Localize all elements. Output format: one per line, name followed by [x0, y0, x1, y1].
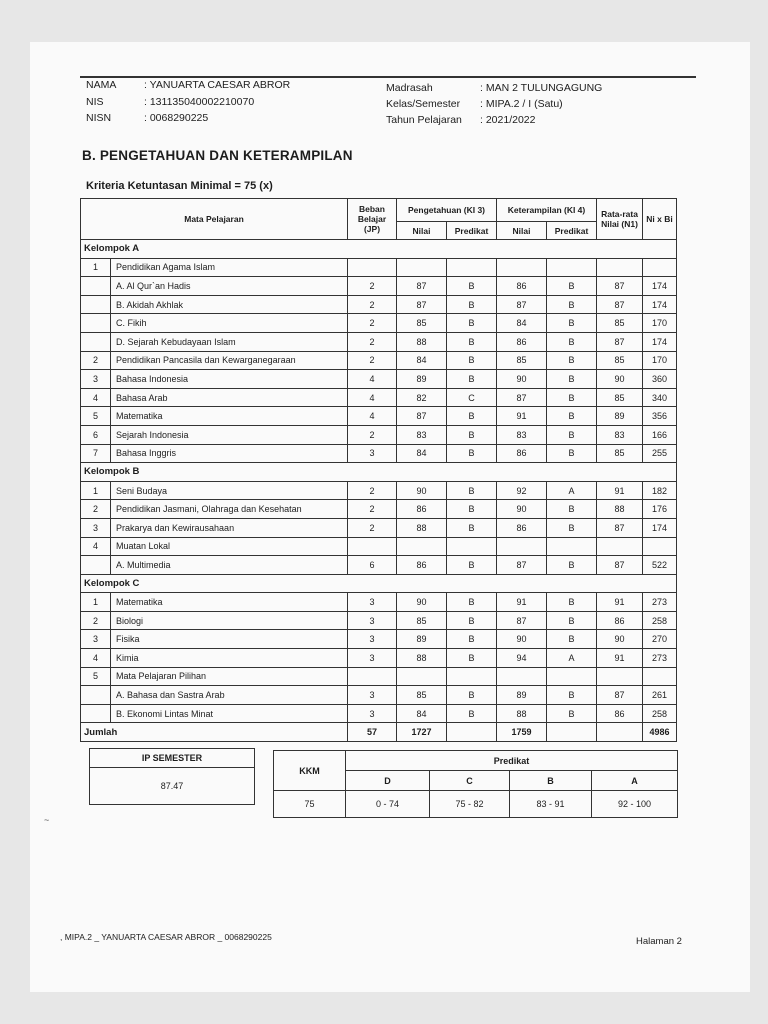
cell-k-nilai: 86: [497, 277, 547, 296]
tahun-row: [386, 114, 535, 126]
cell-k-pred: [547, 667, 597, 686]
total-row: [81, 723, 677, 742]
cell-jp: 3: [348, 593, 397, 612]
cell-p-nilai: 90: [397, 593, 447, 612]
madrasah-value: : MAN 2 TULUNGAGUNG: [480, 82, 603, 94]
subject-name: Matematika: [111, 593, 348, 612]
cell-jp: 2: [348, 277, 397, 296]
cell-p-pred: B: [447, 518, 497, 537]
cell-k-nilai: 91: [497, 407, 547, 426]
cell-p-pred: B: [447, 686, 497, 705]
nisn-label: NISN: [86, 112, 112, 124]
cell-nixbi: 182: [643, 481, 677, 500]
total-k-pred: [547, 723, 597, 742]
cell-p-nilai: 86: [397, 500, 447, 519]
cell-rata: 85: [597, 388, 643, 407]
kelas-value: : MIPA.2 / I (Satu): [480, 98, 563, 110]
cell-rata: 88: [597, 500, 643, 519]
subject-name: Fisika: [111, 630, 348, 649]
subject-number: 5: [81, 407, 111, 426]
cell-p-nilai: 84: [397, 444, 447, 463]
cell-p-nilai: 83: [397, 425, 447, 444]
grade-d: D: [346, 771, 430, 791]
ip-semester-table: [89, 748, 255, 805]
cell-rata: [597, 258, 643, 277]
cell-k-pred: B: [547, 686, 597, 705]
cell-k-pred: B: [547, 704, 597, 723]
nisn-value: : 0068290225: [144, 112, 209, 124]
cell-jp: 4: [348, 388, 397, 407]
cell-p-nilai: 90: [397, 481, 447, 500]
grades-table: [80, 198, 677, 742]
cell-k-pred: B: [547, 388, 597, 407]
subject-name: A. Multimedia: [111, 556, 348, 575]
cell-jp: 2: [348, 351, 397, 370]
cell-k-nilai: 86: [497, 332, 547, 351]
ip-value: 87.47: [90, 768, 255, 805]
cell-k-nilai: [497, 258, 547, 277]
cell-jp: 3: [348, 444, 397, 463]
cell-k-pred: B: [547, 407, 597, 426]
subject-number: 2: [81, 500, 111, 519]
cell-p-pred: [447, 667, 497, 686]
cell-k-nilai: 91: [497, 593, 547, 612]
total-rata: [597, 723, 643, 742]
cell-jp: 4: [348, 370, 397, 389]
cell-p-nilai: 84: [397, 351, 447, 370]
cell-p-pred: B: [447, 556, 497, 575]
cell-p-pred: B: [447, 277, 497, 296]
range-b: 83 - 91: [510, 791, 592, 818]
cell-k-pred: B: [547, 314, 597, 333]
cell-p-nilai: 85: [397, 611, 447, 630]
cell-p-nilai: 88: [397, 649, 447, 668]
cell-nixbi: [643, 258, 677, 277]
group-label: Kelompok B: [81, 463, 677, 482]
cell-nixbi: 273: [643, 649, 677, 668]
cell-p-pred: B: [447, 314, 497, 333]
subject-name: Matematika: [111, 407, 348, 426]
cell-k-nilai: 92: [497, 481, 547, 500]
subject-number: 1: [81, 258, 111, 277]
kelas-row: [386, 98, 563, 110]
cell-k-nilai: 90: [497, 370, 547, 389]
cell-rata: 87: [597, 556, 643, 575]
subject-name: Muatan Lokal: [111, 537, 348, 556]
subject-row: [81, 425, 677, 444]
cell-k-pred: B: [547, 500, 597, 519]
subject-row: [81, 704, 677, 723]
subject-number: 2: [81, 351, 111, 370]
group-label: Kelompok A: [81, 240, 677, 259]
cell-p-nilai: 86: [397, 556, 447, 575]
nama-row: [86, 79, 290, 91]
grade-b: B: [510, 771, 592, 791]
cell-jp: [348, 258, 397, 277]
header-rata: Rata-rata Nilai (N1): [597, 199, 643, 240]
cell-k-pred: B: [547, 611, 597, 630]
subject-name: Prakarya dan Kewirausahaan: [111, 518, 348, 537]
kelas-label: Kelas/Semester: [386, 98, 461, 110]
subject-name: Pendidikan Pancasila dan Kewarganegaraan: [111, 351, 348, 370]
cell-jp: [348, 667, 397, 686]
subject-row: [81, 649, 677, 668]
cell-p-pred: B: [447, 611, 497, 630]
subject-name: Biologi: [111, 611, 348, 630]
header-beban: Beban Belajar (JP): [348, 199, 397, 240]
subject-name: C. Fikih: [111, 314, 348, 333]
cell-rata: 85: [597, 351, 643, 370]
subject-row: [81, 277, 677, 296]
cell-p-pred: B: [447, 370, 497, 389]
cell-jp: 2: [348, 481, 397, 500]
header-p-nilai: Nilai: [397, 222, 447, 240]
group-row: [81, 463, 677, 482]
group-row: [81, 574, 677, 593]
cell-rata: 83: [597, 425, 643, 444]
cell-nixbi: 261: [643, 686, 677, 705]
madrasah-label: Madrasah: [386, 82, 433, 94]
nis-value: : 131135040002210070: [144, 96, 255, 108]
subject-number: [81, 314, 111, 333]
cell-nixbi: 273: [643, 593, 677, 612]
cell-k-nilai: 88: [497, 704, 547, 723]
predikat-label: Predikat: [346, 751, 678, 771]
cell-p-nilai: 85: [397, 314, 447, 333]
header-mapel: Mata Pelajaran: [81, 199, 348, 240]
subject-number: [81, 556, 111, 575]
cell-rata: 86: [597, 611, 643, 630]
subject-row: [81, 500, 677, 519]
cell-jp: 3: [348, 611, 397, 630]
subject-row: [81, 556, 677, 575]
cell-k-nilai: 87: [497, 556, 547, 575]
cell-k-nilai: 87: [497, 611, 547, 630]
cell-rata: 86: [597, 704, 643, 723]
cell-rata: 87: [597, 295, 643, 314]
cell-p-pred: B: [447, 649, 497, 668]
cell-k-pred: B: [547, 277, 597, 296]
nis-label: NIS: [86, 96, 104, 108]
cell-jp: 2: [348, 500, 397, 519]
cell-p-pred: B: [447, 351, 497, 370]
subject-number: 4: [81, 537, 111, 556]
cell-rata: 85: [597, 444, 643, 463]
cell-jp: 2: [348, 518, 397, 537]
cell-nixbi: 174: [643, 332, 677, 351]
cell-p-pred: B: [447, 704, 497, 723]
subject-name: Pendidikan Jasmani, Olahraga dan Kesehatan: [111, 500, 348, 519]
subject-number: 3: [81, 630, 111, 649]
total-p-pred: [447, 723, 497, 742]
subject-number: 4: [81, 388, 111, 407]
subject-number: 3: [81, 518, 111, 537]
cell-p-pred: B: [447, 332, 497, 351]
cell-nixbi: 360: [643, 370, 677, 389]
cell-nixbi: 258: [643, 704, 677, 723]
subject-row: [81, 314, 677, 333]
cell-jp: 2: [348, 295, 397, 314]
cell-k-nilai: 90: [497, 500, 547, 519]
nama-value: : YANUARTA CAESAR ABROR: [144, 79, 291, 91]
cell-p-nilai: [397, 258, 447, 277]
subject-row: [81, 295, 677, 314]
stray-mark: ~: [44, 815, 50, 825]
cell-nixbi: [643, 537, 677, 556]
grade-a: A: [592, 771, 678, 791]
grades-body: [81, 240, 677, 723]
cell-nixbi: 270: [643, 630, 677, 649]
kkm-title: Kriteria Ketuntasan Minimal = 75 (x): [86, 180, 273, 192]
cell-nixbi: 170: [643, 314, 677, 333]
cell-p-pred: B: [447, 500, 497, 519]
cell-k-pred: B: [547, 444, 597, 463]
cell-k-nilai: 90: [497, 630, 547, 649]
footer-student: , MIPA.2 _ YANUARTA CAESAR ABROR _ 0068290225: [60, 932, 272, 942]
subject-name: Kimia: [111, 649, 348, 668]
cell-p-pred: B: [447, 425, 497, 444]
cell-k-nilai: 85: [497, 351, 547, 370]
cell-k-pred: A: [547, 649, 597, 668]
cell-nixbi: 356: [643, 407, 677, 426]
cell-k-nilai: [497, 537, 547, 556]
subject-row: [81, 407, 677, 426]
subject-name: D. Sejarah Kebudayaan Islam: [111, 332, 348, 351]
cell-k-pred: [547, 258, 597, 277]
subject-row: [81, 630, 677, 649]
cell-k-pred: B: [547, 593, 597, 612]
cell-p-nilai: 85: [397, 686, 447, 705]
cell-k-nilai: 87: [497, 295, 547, 314]
subject-name: Mata Pelajaran Pilihan: [111, 667, 348, 686]
cell-p-nilai: 82: [397, 388, 447, 407]
cell-p-pred: B: [447, 295, 497, 314]
section-title: B. PENGETAHUAN DAN KETERAMPILAN: [82, 148, 353, 163]
cell-jp: 3: [348, 630, 397, 649]
subject-row: [81, 332, 677, 351]
cell-p-pred: B: [447, 593, 497, 612]
cell-k-pred: B: [547, 351, 597, 370]
range-a: 92 - 100: [592, 791, 678, 818]
tahun-label: Tahun Pelajaran: [386, 114, 462, 126]
cell-k-pred: B: [547, 630, 597, 649]
cell-p-nilai: [397, 537, 447, 556]
header-pengetahuan: Pengetahuan (KI 3): [397, 199, 497, 222]
cell-nixbi: 170: [643, 351, 677, 370]
subject-number: [81, 277, 111, 296]
cell-p-nilai: 88: [397, 332, 447, 351]
cell-p-pred: B: [447, 407, 497, 426]
subject-number: 7: [81, 444, 111, 463]
cell-nixbi: 166: [643, 425, 677, 444]
cell-nixbi: 258: [643, 611, 677, 630]
subject-name: B. Akidah Akhlak: [111, 295, 348, 314]
subject-number: [81, 686, 111, 705]
cell-k-nilai: 86: [497, 444, 547, 463]
subject-row: [81, 444, 677, 463]
subject-name: A. Al Qur`an Hadis: [111, 277, 348, 296]
cell-jp: 3: [348, 649, 397, 668]
cell-p-nilai: [397, 667, 447, 686]
cell-k-nilai: 84: [497, 314, 547, 333]
cell-rata: 87: [597, 686, 643, 705]
subject-row: [81, 481, 677, 500]
cell-jp: [348, 537, 397, 556]
subject-name: B. Ekonomi Lintas Minat: [111, 704, 348, 723]
cell-rata: 90: [597, 630, 643, 649]
group-label: Kelompok C: [81, 574, 677, 593]
subject-row: [81, 258, 677, 277]
madrasah-row: [386, 82, 602, 94]
header-keterampilan: Keterampilan (KI 4): [497, 199, 597, 222]
cell-k-pred: B: [547, 370, 597, 389]
predikat-table: [273, 750, 678, 818]
cell-p-pred: B: [447, 630, 497, 649]
cell-p-pred: B: [447, 444, 497, 463]
cell-k-nilai: [497, 667, 547, 686]
cell-k-pred: [547, 537, 597, 556]
cell-jp: 3: [348, 686, 397, 705]
subject-number: 4: [81, 649, 111, 668]
subject-name: A. Bahasa dan Sastra Arab: [111, 686, 348, 705]
cell-rata: 85: [597, 314, 643, 333]
subject-number: [81, 295, 111, 314]
subject-number: 5: [81, 667, 111, 686]
cell-p-pred: [447, 537, 497, 556]
cell-nixbi: [643, 667, 677, 686]
subject-number: [81, 704, 111, 723]
subject-row: [81, 593, 677, 612]
grade-c: C: [430, 771, 510, 791]
subject-number: 1: [81, 481, 111, 500]
cell-rata: 91: [597, 649, 643, 668]
cell-jp: 6: [348, 556, 397, 575]
subject-name: Seni Budaya: [111, 481, 348, 500]
cell-p-nilai: 87: [397, 295, 447, 314]
header-k-predikat: Predikat: [547, 222, 597, 240]
subject-row: [81, 611, 677, 630]
cell-p-pred: [447, 258, 497, 277]
cell-jp: 4: [348, 407, 397, 426]
subject-name: Bahasa Inggris: [111, 444, 348, 463]
subject-number: 2: [81, 611, 111, 630]
cell-p-pred: C: [447, 388, 497, 407]
subject-number: 1: [81, 593, 111, 612]
cell-k-nilai: 83: [497, 425, 547, 444]
total-jp: 57: [348, 723, 397, 742]
cell-rata: 91: [597, 481, 643, 500]
nama-label: NAMA: [86, 79, 117, 91]
cell-rata: [597, 667, 643, 686]
cell-p-nilai: 87: [397, 407, 447, 426]
cell-rata: 87: [597, 518, 643, 537]
kkm-value: 75: [274, 791, 346, 818]
cell-k-nilai: 86: [497, 518, 547, 537]
cell-jp: 3: [348, 704, 397, 723]
cell-k-pred: A: [547, 481, 597, 500]
subject-number: 6: [81, 425, 111, 444]
header-p-predikat: Predikat: [447, 222, 497, 240]
range-d: 0 - 74: [346, 791, 430, 818]
subject-name: Bahasa Arab: [111, 388, 348, 407]
nisn-row: [86, 112, 208, 124]
subject-row: [81, 370, 677, 389]
cell-rata: 87: [597, 332, 643, 351]
group-row: [81, 240, 677, 259]
subject-row: [81, 686, 677, 705]
cell-p-nilai: 88: [397, 518, 447, 537]
cell-p-nilai: 89: [397, 370, 447, 389]
cell-jp: 2: [348, 425, 397, 444]
subject-number: [81, 332, 111, 351]
range-c: 75 - 82: [430, 791, 510, 818]
cell-rata: [597, 537, 643, 556]
cell-k-nilai: 94: [497, 649, 547, 668]
cell-k-pred: B: [547, 332, 597, 351]
subject-row: [81, 537, 677, 556]
total-label: Jumlah: [81, 723, 348, 742]
cell-nixbi: 174: [643, 295, 677, 314]
cell-nixbi: 174: [643, 277, 677, 296]
cell-rata: 89: [597, 407, 643, 426]
cell-nixbi: 176: [643, 500, 677, 519]
tahun-value: : 2021/2022: [480, 114, 536, 126]
cell-rata: 91: [597, 593, 643, 612]
cell-p-nilai: 87: [397, 277, 447, 296]
cell-k-pred: B: [547, 556, 597, 575]
cell-nixbi: 522: [643, 556, 677, 575]
total-k-nilai: 1759: [497, 723, 547, 742]
cell-nixbi: 340: [643, 388, 677, 407]
header-k-nilai: Nilai: [497, 222, 547, 240]
kkm-label: KKM: [274, 751, 346, 791]
subject-row: [81, 351, 677, 370]
total-p-nilai: 1727: [397, 723, 447, 742]
cell-rata: 87: [597, 277, 643, 296]
page-number: Halaman 2: [636, 936, 682, 947]
cell-p-nilai: 89: [397, 630, 447, 649]
cell-k-pred: B: [547, 295, 597, 314]
cell-k-nilai: 89: [497, 686, 547, 705]
cell-p-nilai: 84: [397, 704, 447, 723]
header-nixbi: Ni x Bi: [643, 199, 677, 240]
total-nixbi: 4986: [643, 723, 677, 742]
ip-label: IP SEMESTER: [90, 749, 255, 768]
cell-p-pred: B: [447, 481, 497, 500]
cell-jp: 2: [348, 332, 397, 351]
cell-rata: 90: [597, 370, 643, 389]
nis-row: [86, 96, 254, 108]
subject-name: Bahasa Indonesia: [111, 370, 348, 389]
cell-nixbi: 174: [643, 518, 677, 537]
subject-name: Sejarah Indonesia: [111, 425, 348, 444]
cell-k-nilai: 87: [497, 388, 547, 407]
subject-row: [81, 518, 677, 537]
subject-row: [81, 388, 677, 407]
subject-number: 3: [81, 370, 111, 389]
subject-name: Pendidikan Agama Islam: [111, 258, 348, 277]
cell-jp: 2: [348, 314, 397, 333]
subject-row: [81, 667, 677, 686]
cell-k-pred: B: [547, 425, 597, 444]
header-rule: [80, 76, 696, 78]
cell-k-pred: B: [547, 518, 597, 537]
cell-nixbi: 255: [643, 444, 677, 463]
